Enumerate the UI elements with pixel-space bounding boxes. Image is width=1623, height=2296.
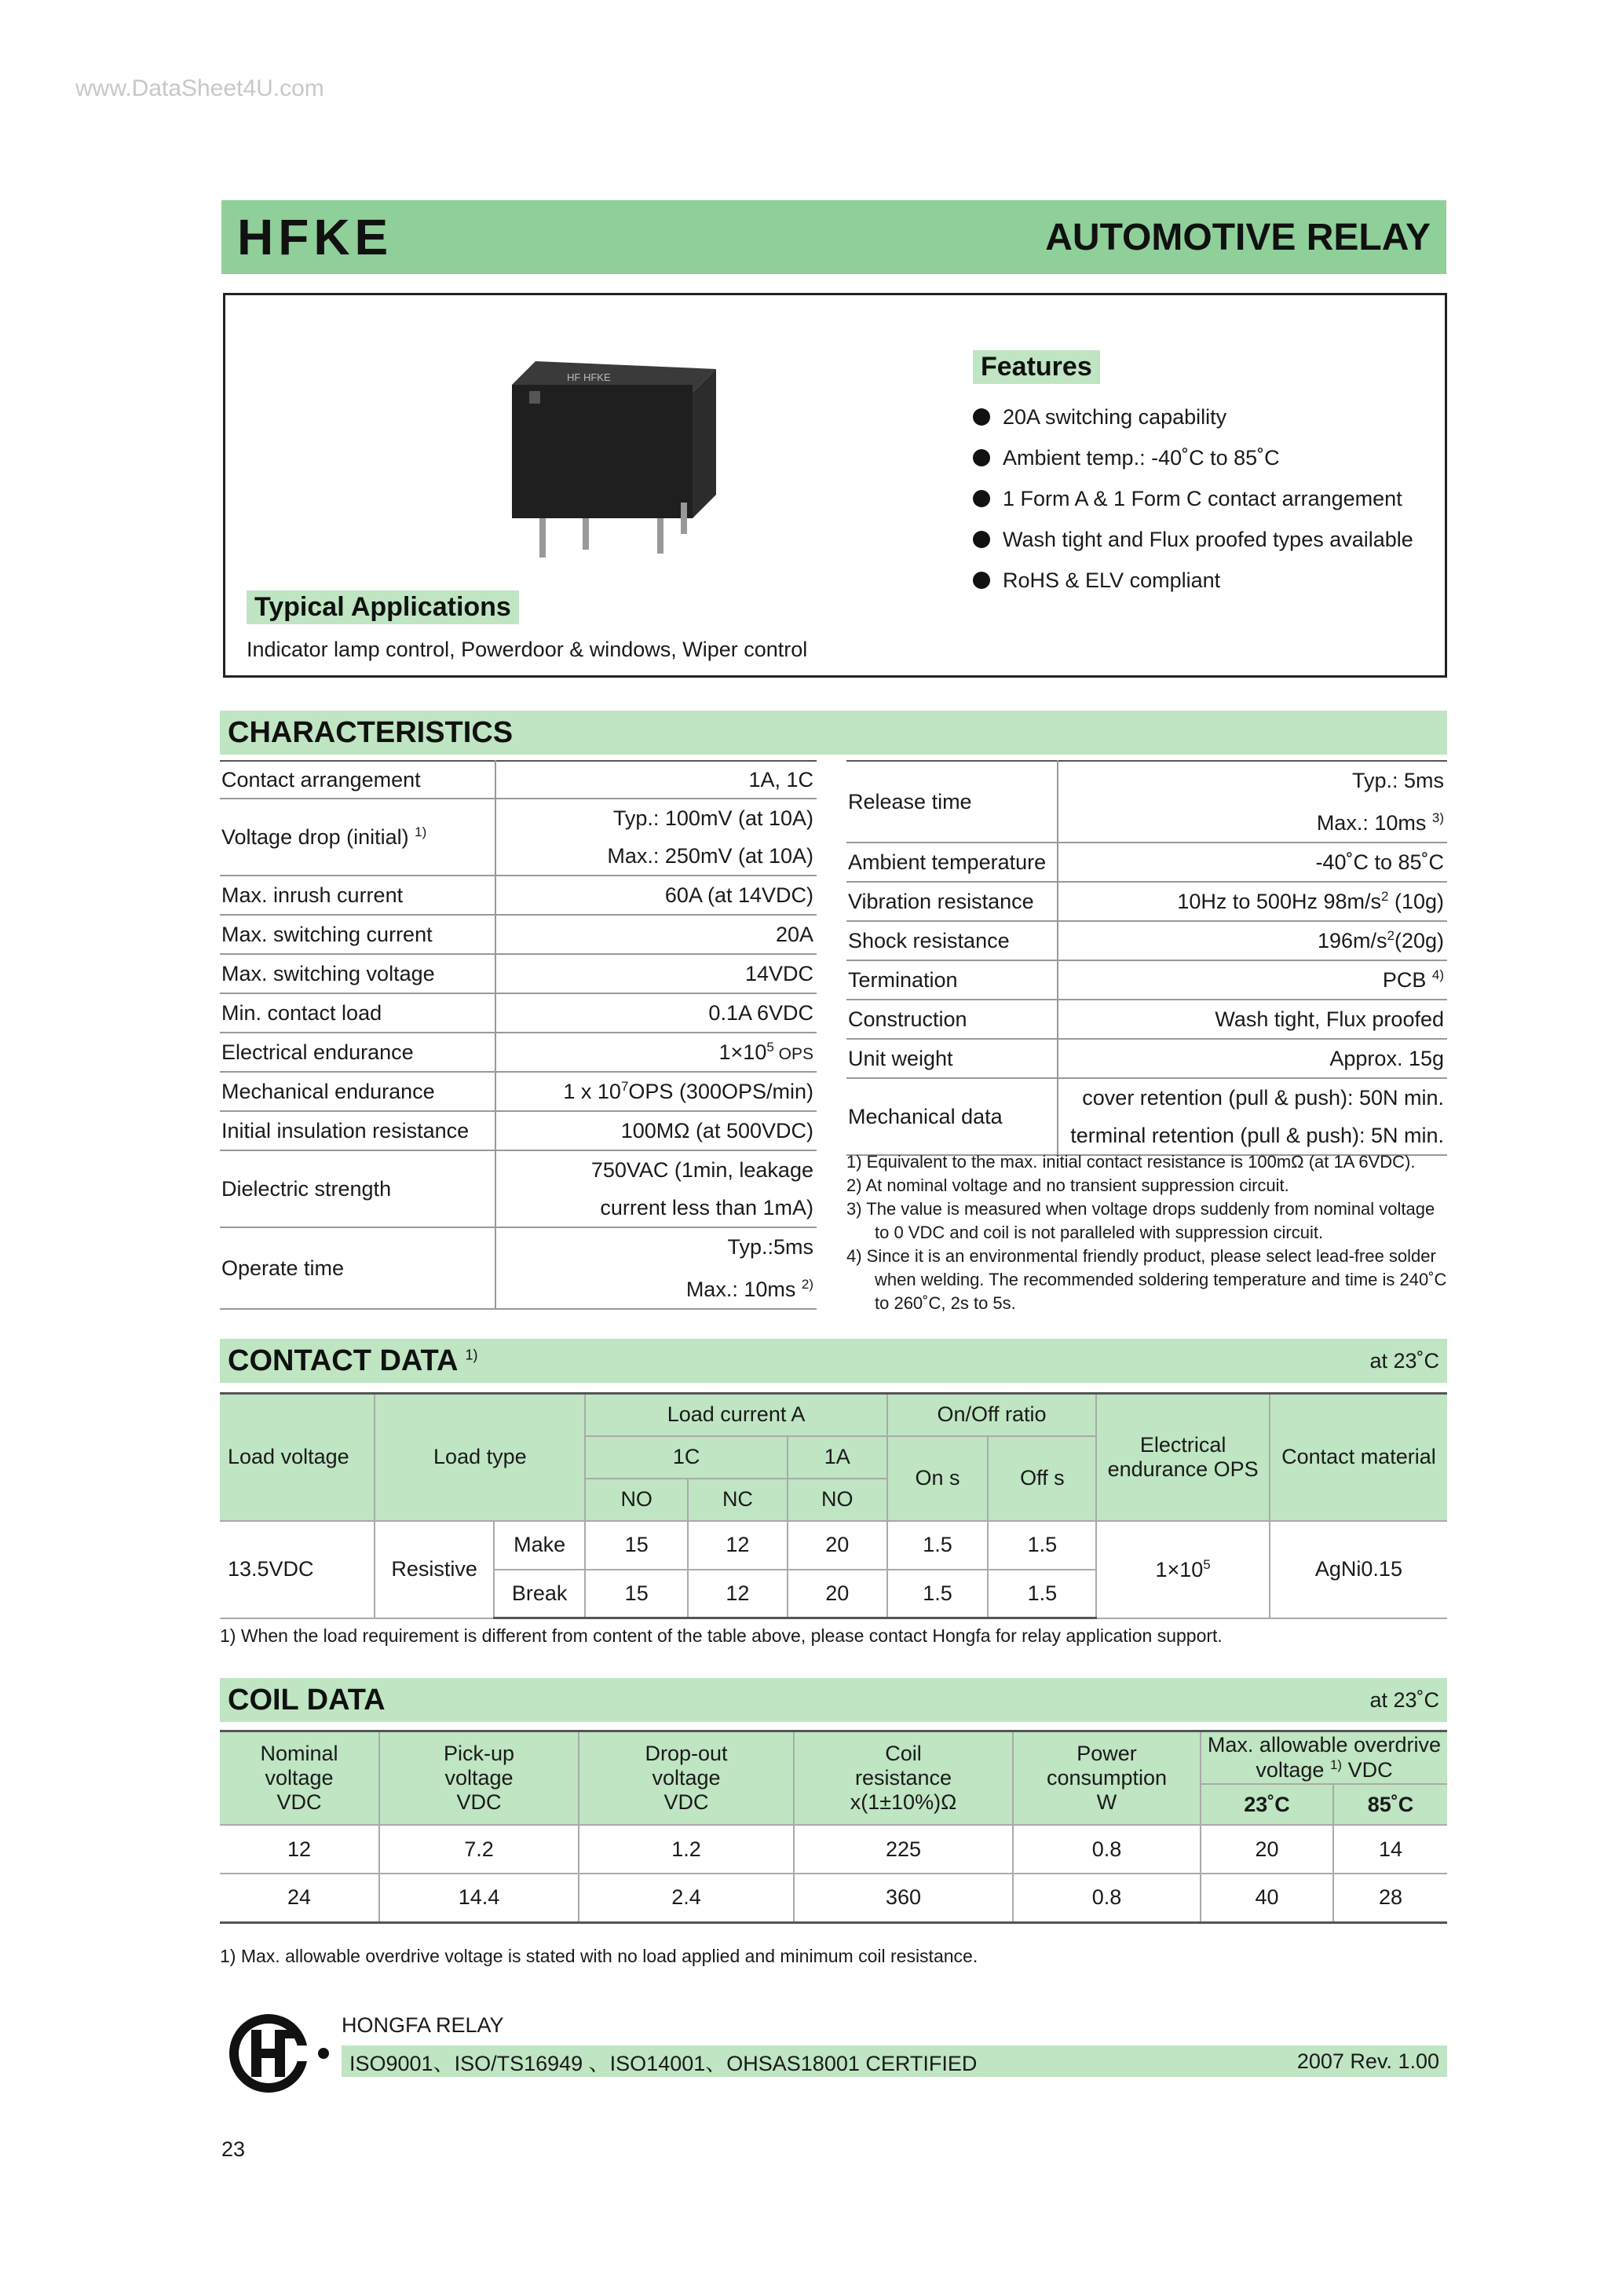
note: 1) Equivalent to the max. initial contact resistance is 100mΩ (at 1A 6VDC). (846, 1152, 1416, 1172)
char-label: Dielectric strength (220, 1150, 495, 1227)
data-cell: 15 (585, 1521, 688, 1570)
th-electrical-endurance: Electrical endurance OPS (1096, 1394, 1270, 1521)
coil-cell: 14.4 (379, 1874, 579, 1922)
data-cell: 20 (788, 1521, 887, 1570)
th-23c: 23˚C (1201, 1784, 1333, 1825)
data-cell: 1.5 (988, 1521, 1096, 1570)
char-label: Mechanical endurance (220, 1072, 495, 1111)
th-off: Off s (988, 1436, 1096, 1521)
char-label: Operate time (220, 1227, 495, 1309)
svg-text:HF HFKE: HF HFKE (567, 371, 611, 383)
coil-cell: 12 (220, 1825, 379, 1874)
revision: 2007 Rev. 1.00 (1296, 2049, 1439, 2073)
char-value: 20A (495, 915, 817, 954)
certifications: ISO9001、ISO/TS16949 、ISO14001、OHSAS18001 CERTIFIED (349, 2051, 978, 2075)
footer-bar (342, 2046, 1447, 2077)
feature-item: Wash tight and Flux proofed types available (973, 519, 1413, 560)
th-nc: NC (688, 1479, 788, 1521)
char-label: Electrical endurance (220, 1033, 495, 1072)
char-value: Typ.: 5ms Max.: 10ms $^{3)}$ (1058, 761, 1447, 843)
char-value: 1 x $10^7OPS$ (300OPS/min) (495, 1072, 817, 1111)
char-label: Max. switching current (220, 915, 495, 954)
feature-item: 1 Form A & 1 Form C contact arrangement (973, 478, 1413, 519)
features-title: Features (973, 350, 1100, 384)
char-value: cover retention (pull & push): 50N min. terminal retention (pull & push): 5N min. (1058, 1078, 1447, 1155)
note: 3) The value is measured when voltage drops suddenly from nominal voltage to 0 VDC and coil is not paralleled with suppression circuit. (846, 1199, 1435, 1242)
typical-applications-title: Typical Applications (247, 590, 519, 624)
char-label: Vibration resistance (846, 882, 1058, 921)
coil-data-temp: at 23˚C (1369, 1687, 1439, 1712)
char-label: Termination (846, 960, 1058, 1000)
data-cell: 1.5 (988, 1570, 1096, 1618)
note: 4) Since it is an environmental friendly product, please select lead-free solder when welding. The recommended soldering temperature and time is 240˚C to 260˚C, 2s to 5s. (846, 1246, 1447, 1313)
char-label: Release time (846, 761, 1058, 843)
char-label: Min. contact load (220, 993, 495, 1033)
coil-cell: 1.2 (579, 1825, 794, 1874)
th-1c: 1C (585, 1436, 787, 1479)
coil-data-header (220, 1678, 1447, 1722)
th-load-type: Load type (375, 1394, 585, 1521)
char-value: -40˚C to 85˚C (1058, 843, 1447, 882)
coil-cell: 14 (1333, 1825, 1447, 1874)
contact-data-title: CONTACT DATA $^{1)}$ (228, 1344, 478, 1377)
char-value: 10Hz to 500Hz $98m/s^2$ (10g) (1058, 882, 1447, 921)
contact-data-temp: at 23˚C (1369, 1348, 1439, 1373)
th-dropout-voltage: Drop-out voltage VDC (579, 1731, 794, 1826)
th-on: On s (887, 1436, 989, 1521)
characteristics-right-table (846, 760, 1447, 1156)
page-number: 23 (221, 2137, 246, 2161)
char-value: 60A (at 14VDC) (495, 876, 817, 915)
mode-cell: Make (494, 1521, 585, 1570)
th-max-overdrive: Max. allowable overdrive voltage $^{1)}$ VDC (1201, 1731, 1447, 1785)
th-onoff: On/Off ratio (887, 1394, 1097, 1436)
characteristics-title: CHARACTERISTICS (228, 715, 514, 749)
feature-item: 20A switching capability (973, 397, 1413, 437)
char-value: 100MΩ (at 500VDC) (495, 1111, 817, 1150)
data-cell: 15 (585, 1570, 688, 1618)
mode-cell: Break (494, 1570, 585, 1618)
char-label: Contact arrangement (220, 761, 495, 799)
th-no: NO (585, 1479, 688, 1521)
coil-cell: 24 (220, 1874, 379, 1922)
feature-item: RoHS & ELV compliant (973, 560, 1413, 601)
coil-cell: 28 (1333, 1874, 1447, 1922)
characteristics-left-table (220, 760, 817, 1310)
th-contact-material: Contact material (1270, 1394, 1447, 1521)
coil-cell: 40 (1201, 1874, 1333, 1922)
coil-cell: 20 (1201, 1825, 1333, 1874)
char-value: 0.1A 6VDC (495, 993, 817, 1033)
char-label: Mechanical data (846, 1078, 1058, 1155)
load-type-value: Resistive (375, 1521, 494, 1618)
char-label: Construction (846, 1000, 1058, 1039)
load-voltage-value: 13.5VDC (220, 1521, 375, 1618)
characteristics-notes (846, 1150, 1451, 1315)
feature-list (973, 397, 1413, 601)
char-label: Unit weight (846, 1039, 1058, 1078)
contact-data-header (220, 1339, 1447, 1383)
material-value: AgNi0.15 (1270, 1521, 1447, 1618)
th-85c: 85˚C (1333, 1784, 1447, 1825)
char-value: Wash tight, Flux proofed (1058, 1000, 1447, 1039)
th-load-voltage: Load voltage (220, 1394, 375, 1521)
coil-data-table (220, 1730, 1447, 1924)
th-power-consumption: Power consumption W (1013, 1731, 1201, 1826)
char-value: Approx. 15g (1058, 1039, 1447, 1078)
th-load-current: Load current A (585, 1394, 886, 1436)
model-name: HFKE (237, 209, 393, 265)
data-cell: 12 (688, 1521, 788, 1570)
char-label: Ambient temperature (846, 843, 1058, 882)
data-cell: 20 (788, 1570, 887, 1618)
char-value: 14VDC (495, 954, 817, 993)
char-value: Typ.:5ms Max.: 10ms $^{2)}$ (495, 1227, 817, 1309)
product-type: AUTOMOTIVE RELAY (1045, 216, 1431, 258)
th-1a: 1A (788, 1436, 887, 1479)
relay-photo (481, 345, 740, 573)
watermark: www.DataSheet4U.com (75, 75, 324, 101)
coil-cell: 360 (794, 1874, 1013, 1922)
th-no: NO (788, 1479, 887, 1521)
contact-data-table (220, 1392, 1447, 1619)
characteristics-header (220, 711, 1447, 755)
th-pickup-voltage: Pick-up voltage VDC (379, 1731, 579, 1826)
char-value: $196m/s^2(20g)$ (1058, 921, 1447, 960)
contact-data-footnote: 1) When the load requirement is different from content of the table above, please contact Hongfa for relay application support. (220, 1625, 1223, 1646)
char-value: Typ.: 100mV (at 10A) Max.: 250mV (at 10A) (495, 799, 817, 876)
data-cell: 1.5 (887, 1570, 989, 1618)
coil-cell: 7.2 (379, 1825, 579, 1874)
data-cell: 12 (688, 1570, 788, 1618)
coil-cell: 2.4 (579, 1874, 794, 1922)
hongfa-logo (223, 2010, 333, 2097)
coil-cell: 225 (794, 1825, 1013, 1874)
char-label: Initial insulation resistance (220, 1111, 495, 1150)
coil-data-footnote: 1) Max. allowable overdrive voltage is stated with no load applied and minimum coil resistance. (220, 1946, 978, 1966)
char-value: PCB $^{4)}$ (1058, 960, 1447, 1000)
char-value: $1\times 10^5$ OPS (495, 1033, 817, 1072)
company-name: HONGFA RELAY (342, 2013, 504, 2037)
coil-data-title: COIL DATA (228, 1683, 386, 1717)
typical-applications-text: Indicator lamp control, Powerdoor & windows, Wiper control (247, 638, 808, 661)
endurance-value: $1\times 10^5$ (1096, 1521, 1270, 1618)
char-label: Max. inrush current (220, 876, 495, 915)
th-nominal-voltage: Nominal voltage VDC (220, 1731, 379, 1826)
char-value: 1A, 1C (495, 761, 817, 799)
note: 2) At nominal voltage and no transient suppression circuit. (846, 1175, 1289, 1195)
coil-cell: 0.8 (1013, 1825, 1201, 1874)
title-bar (221, 200, 1446, 274)
char-label: Max. switching voltage (220, 954, 495, 993)
feature-item: Ambient temp.: -40˚C to 85˚C (973, 437, 1413, 478)
coil-cell: 0.8 (1013, 1874, 1201, 1922)
data-cell: 1.5 (887, 1521, 989, 1570)
th-coil-resistance: Coil resistance x(1±10%)Ω (794, 1731, 1013, 1826)
char-value: 750VAC (1min, leakage current less than 1mA) (495, 1150, 817, 1227)
char-label: Shock resistance (846, 921, 1058, 960)
char-label: Voltage drop (initial) $^{1)}$ (220, 799, 495, 876)
